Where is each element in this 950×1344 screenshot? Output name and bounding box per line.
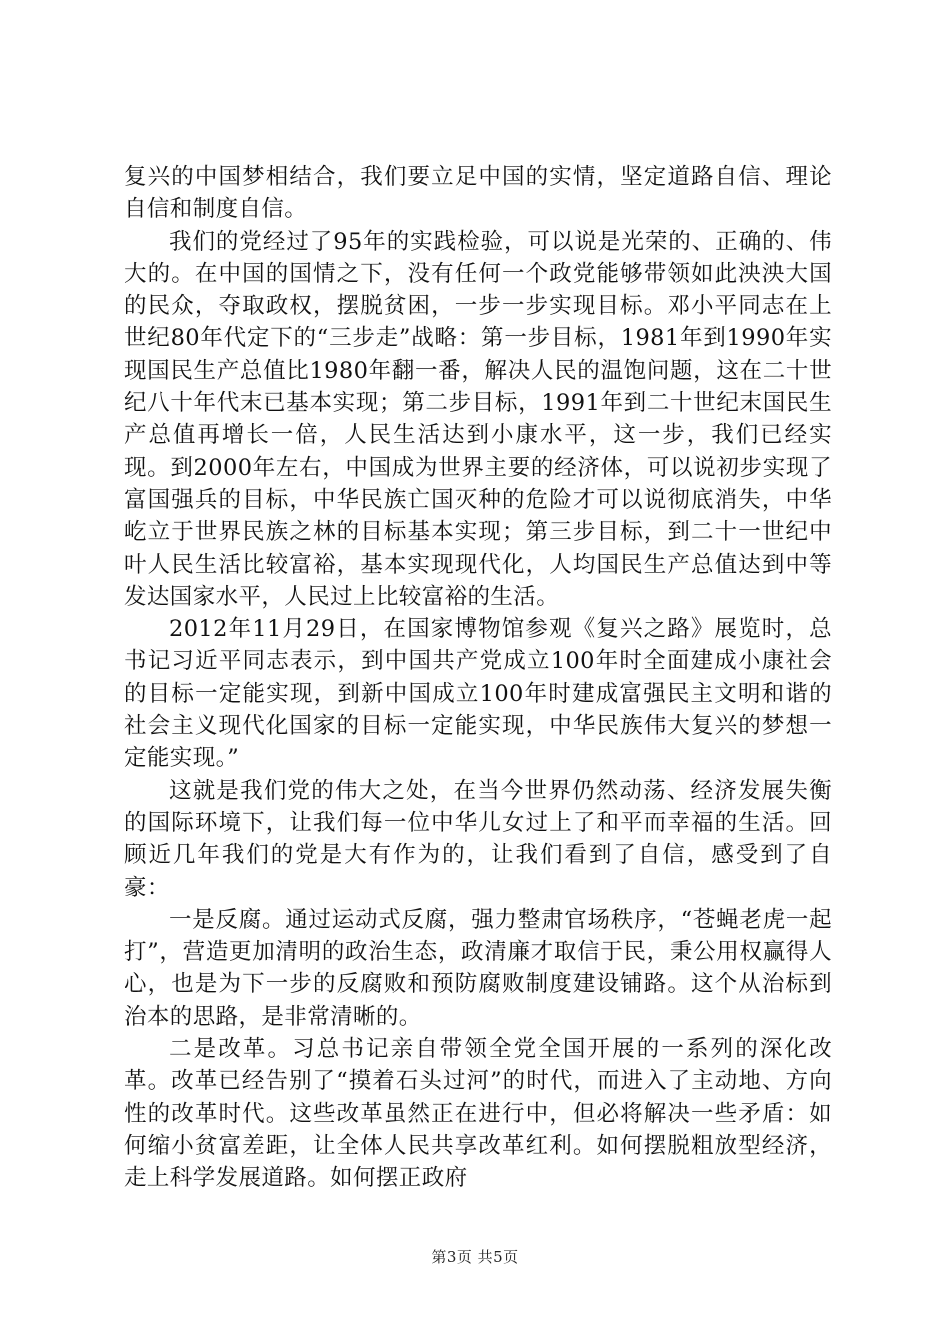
paragraph-6: 二是改革。习总书记亲自带领全党全国开展的一系列的深化改革。改革已经告别了“摸着石头过河”的时代，而进入了主动地、方向性的改革时代。这些改革虽然正在进行中，但必将解决一些矛盾：如何缩小贫富差距，让全体人民共享改革红利。如何摆脱粗放型经济，走上科学发展道路。如何摆正政府 [124,1036,832,1192]
document-body [124,161,832,1195]
paragraph-1: 复兴的中国梦相结合，我们要立足中国的实情，坚定道路自信、理论自信和制度自信。 [124,164,832,223]
paragraph-5: 一是反腐。通过运动式反腐，强力整肃官场秩序，“苍蝇老虎一起打”，营造更加清明的政治生态，政清廉才取信于民，秉公用权赢得人心，也是为下一步的反腐败和预防腐败制度建设铺路。这个从治标到治本的思路，是非常清晰的。 [124,906,832,1030]
paragraph-2: 我们的党经过了95年的实践检验，可以说是光荣的、正确的、伟大的。在中国的国情之下，没有任何一个政党能够带领如此泱泱大国的民众，夺取政权，摆脱贫困，一步一步实现目标。邓小平同志在上世纪80年代定下的“三步走”战略：第一步目标，1981年到1990年实现国民生产总值比1980年翻一番，解决人民的温饱问题，这在二十世纪八十年代末已基本实现；第二步目标，1991年到二十世纪末国民生产总值再增长一倍，人民生活达到小康水平，这一步，我们已经实现。到2000年左右，中国成为世界主要的经济体，可以说初步实现了富国强兵的目标，中华民族亡国灭种的危险才可以说彻底消失，中华屹立于世界民族之林的目标基本实现；第三步目标，到二十一世纪中叶人民生活比较富裕，基本实现现代化，人均国民生产总值达到中等发达国家水平，人民过上比较富裕的生活。 [124,228,832,610]
page-footer: 第3页 共5页 [431,1248,519,1266]
paragraph-3: 2012年11月29日，在国家博物馆参观《复兴之路》展览时，总书记习近平同志表示，到中国共产党成立100年时全面建成小康社会的目标一定能实现，到新中国成立100年时建成富强民主文明和谐的社会主义现代化国家的目标一定能实现，中华民族伟大复兴的梦想一定能实现。” [124,616,832,772]
paragraph-4: 这就是我们党的伟大之处，在当今世界仍然动荡、经济发展失衡的国际环境下，让我们每一位中华儿女过上了和平而幸福的生活。回顾近几年我们的党是大有作为的，让我们看到了自信，感受到了自豪： [124,777,832,901]
